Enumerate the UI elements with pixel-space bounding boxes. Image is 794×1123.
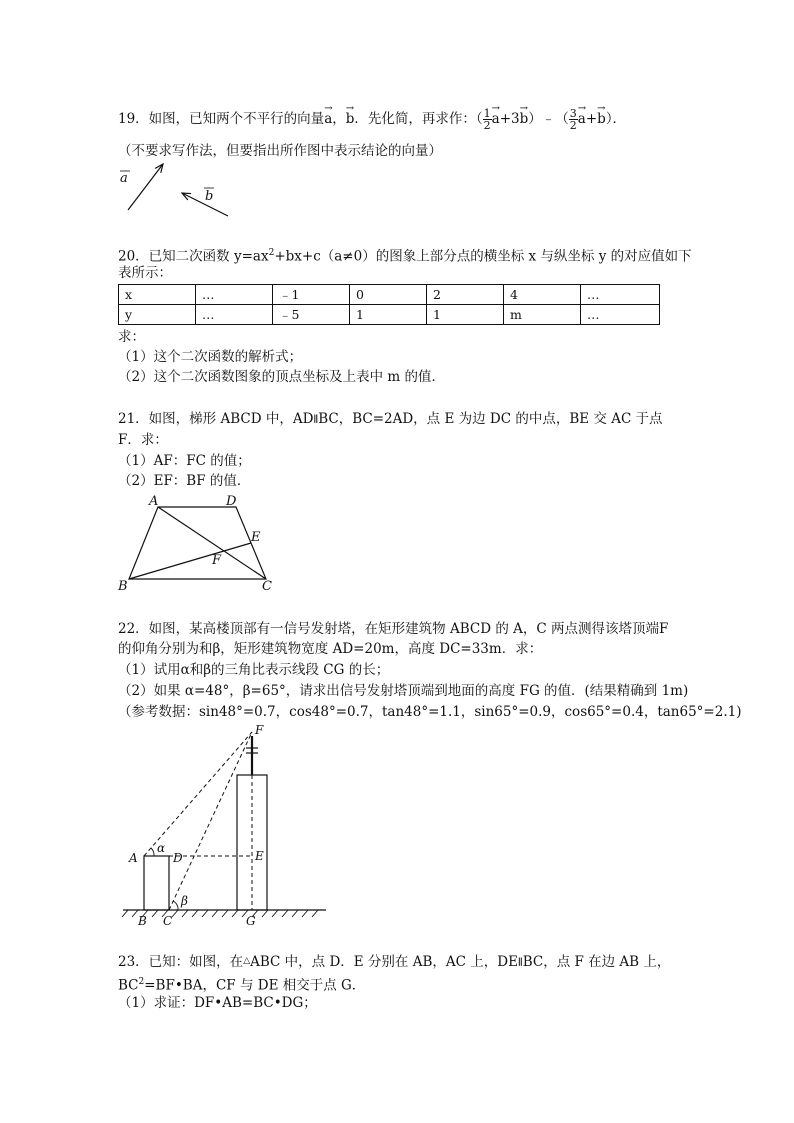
- q20-line2: 表所示：: [118, 265, 172, 281]
- q23-line1: 23．已知：如图，在△ABC 中，点 D．E 分别在 AB，AC 上，DE∥BC，点 F 在边 AB 上，: [118, 954, 671, 970]
- q19-note: （不要求写作法，但要指出所作图中表示结论的向量）: [118, 143, 442, 159]
- fraction-three-halves: $\frac{3}{2}$: [569, 107, 577, 132]
- q22-part2: （2）如果 α=48°，β=65°，请求出信号发射塔顶端到地面的高度 FG 的值．(结果精确到 1m): [118, 683, 689, 699]
- svg-text:G: G: [246, 914, 256, 928]
- q21-line1: 21．如图，梯形 ABCD 中，AD∥BC，BC=2AD，点 E 为边 DC 的中点，BE 交 AC 于点: [118, 411, 663, 427]
- svg-text:B: B: [118, 579, 128, 593]
- table-row: x … ﹣1 0 2 4 …: [119, 285, 660, 305]
- vector-a-symbol: → a: [324, 110, 332, 128]
- q20-line1: 20．已知二次函数 $y=ax^2+bx+c(a\ne 0)$的图象上部分点的横坐标 x 与纵坐标 y 的对应值如下: [118, 248, 692, 265]
- svg-text:A: A: [149, 494, 159, 509]
- q19-vector-figure: [115, 160, 245, 222]
- q20-part2: （2）这个二次函数图象的顶点坐标及上表中 m 的值．: [118, 369, 445, 385]
- q22-part1: （1）试用α和β的三角比表示线段 CG 的长；: [118, 662, 390, 678]
- svg-text:A: A: [129, 851, 138, 865]
- vector-b-symbol: → b: [346, 110, 355, 128]
- svg-text:α: α: [157, 841, 166, 855]
- q21-part2: （2）EF：BF 的值．: [118, 473, 251, 489]
- svg-text:F: F: [255, 723, 264, 737]
- q20-ask: 求：: [118, 329, 145, 345]
- q21-part1: （1）AF：FC 的值；: [118, 453, 251, 469]
- vector-b-label: b: [205, 189, 214, 204]
- svg-text:C: C: [262, 579, 272, 593]
- q20-part1: （1）这个二次函数的解析式；: [118, 349, 303, 365]
- building-abcd: [144, 856, 169, 910]
- q21-line2: F．求：: [118, 432, 168, 448]
- trapezoid-abcd: [129, 507, 266, 579]
- table-row: y … ﹣5 1 1 m …: [119, 305, 660, 325]
- svg-text:C: C: [163, 914, 173, 928]
- svg-text:D: D: [226, 494, 237, 509]
- svg-text:β: β: [181, 894, 188, 908]
- svg-text:F: F: [212, 553, 222, 568]
- fraction-one-half: $\frac{1}{2}$: [483, 107, 491, 132]
- svg-text:E: E: [251, 530, 261, 545]
- q22-line2: 的仰角分别为和β，矩形建筑物宽度 AD=20m，高度 DC=33m．求：: [118, 641, 543, 657]
- svg-text:E: E: [255, 849, 264, 863]
- q22-line1: 22．如图，某高楼顶部有一信号发射塔，在矩形建筑物 ABCD 的 A，C 两点测得该塔顶端F: [118, 621, 669, 637]
- q22-part3: （参考数据：sin48°=0.7，cos48°=0.7，tan48°=1.1，sin65°=0.9，cos65°=0.4，tan65°=2.1): [118, 704, 742, 720]
- q21-trapezoid-figure: [112, 493, 282, 593]
- q20-value-table: [118, 284, 660, 325]
- segment-be: [129, 543, 251, 579]
- q19-line1: 19．如图，已知两个不平行的向量→ a，→ b．先化简，再求作：（ $\frac{1}{2}$ → a+3→ b）﹣（ $\frac{3}{2}$ → a+→ b）．: [118, 108, 626, 131]
- q23-part1: （1）求证：DF•AB=BC•DG；: [118, 995, 317, 1011]
- vector-a-label: a: [120, 171, 128, 186]
- q23-line2: $BC^2=BF•BA$，CF 与 DE 相交于点 G．: [118, 977, 366, 994]
- svg-text:B: B: [138, 914, 147, 928]
- q22-tower-figure: [118, 722, 333, 932]
- svg-text:D: D: [173, 851, 183, 865]
- vector-a-arrow: [128, 164, 163, 210]
